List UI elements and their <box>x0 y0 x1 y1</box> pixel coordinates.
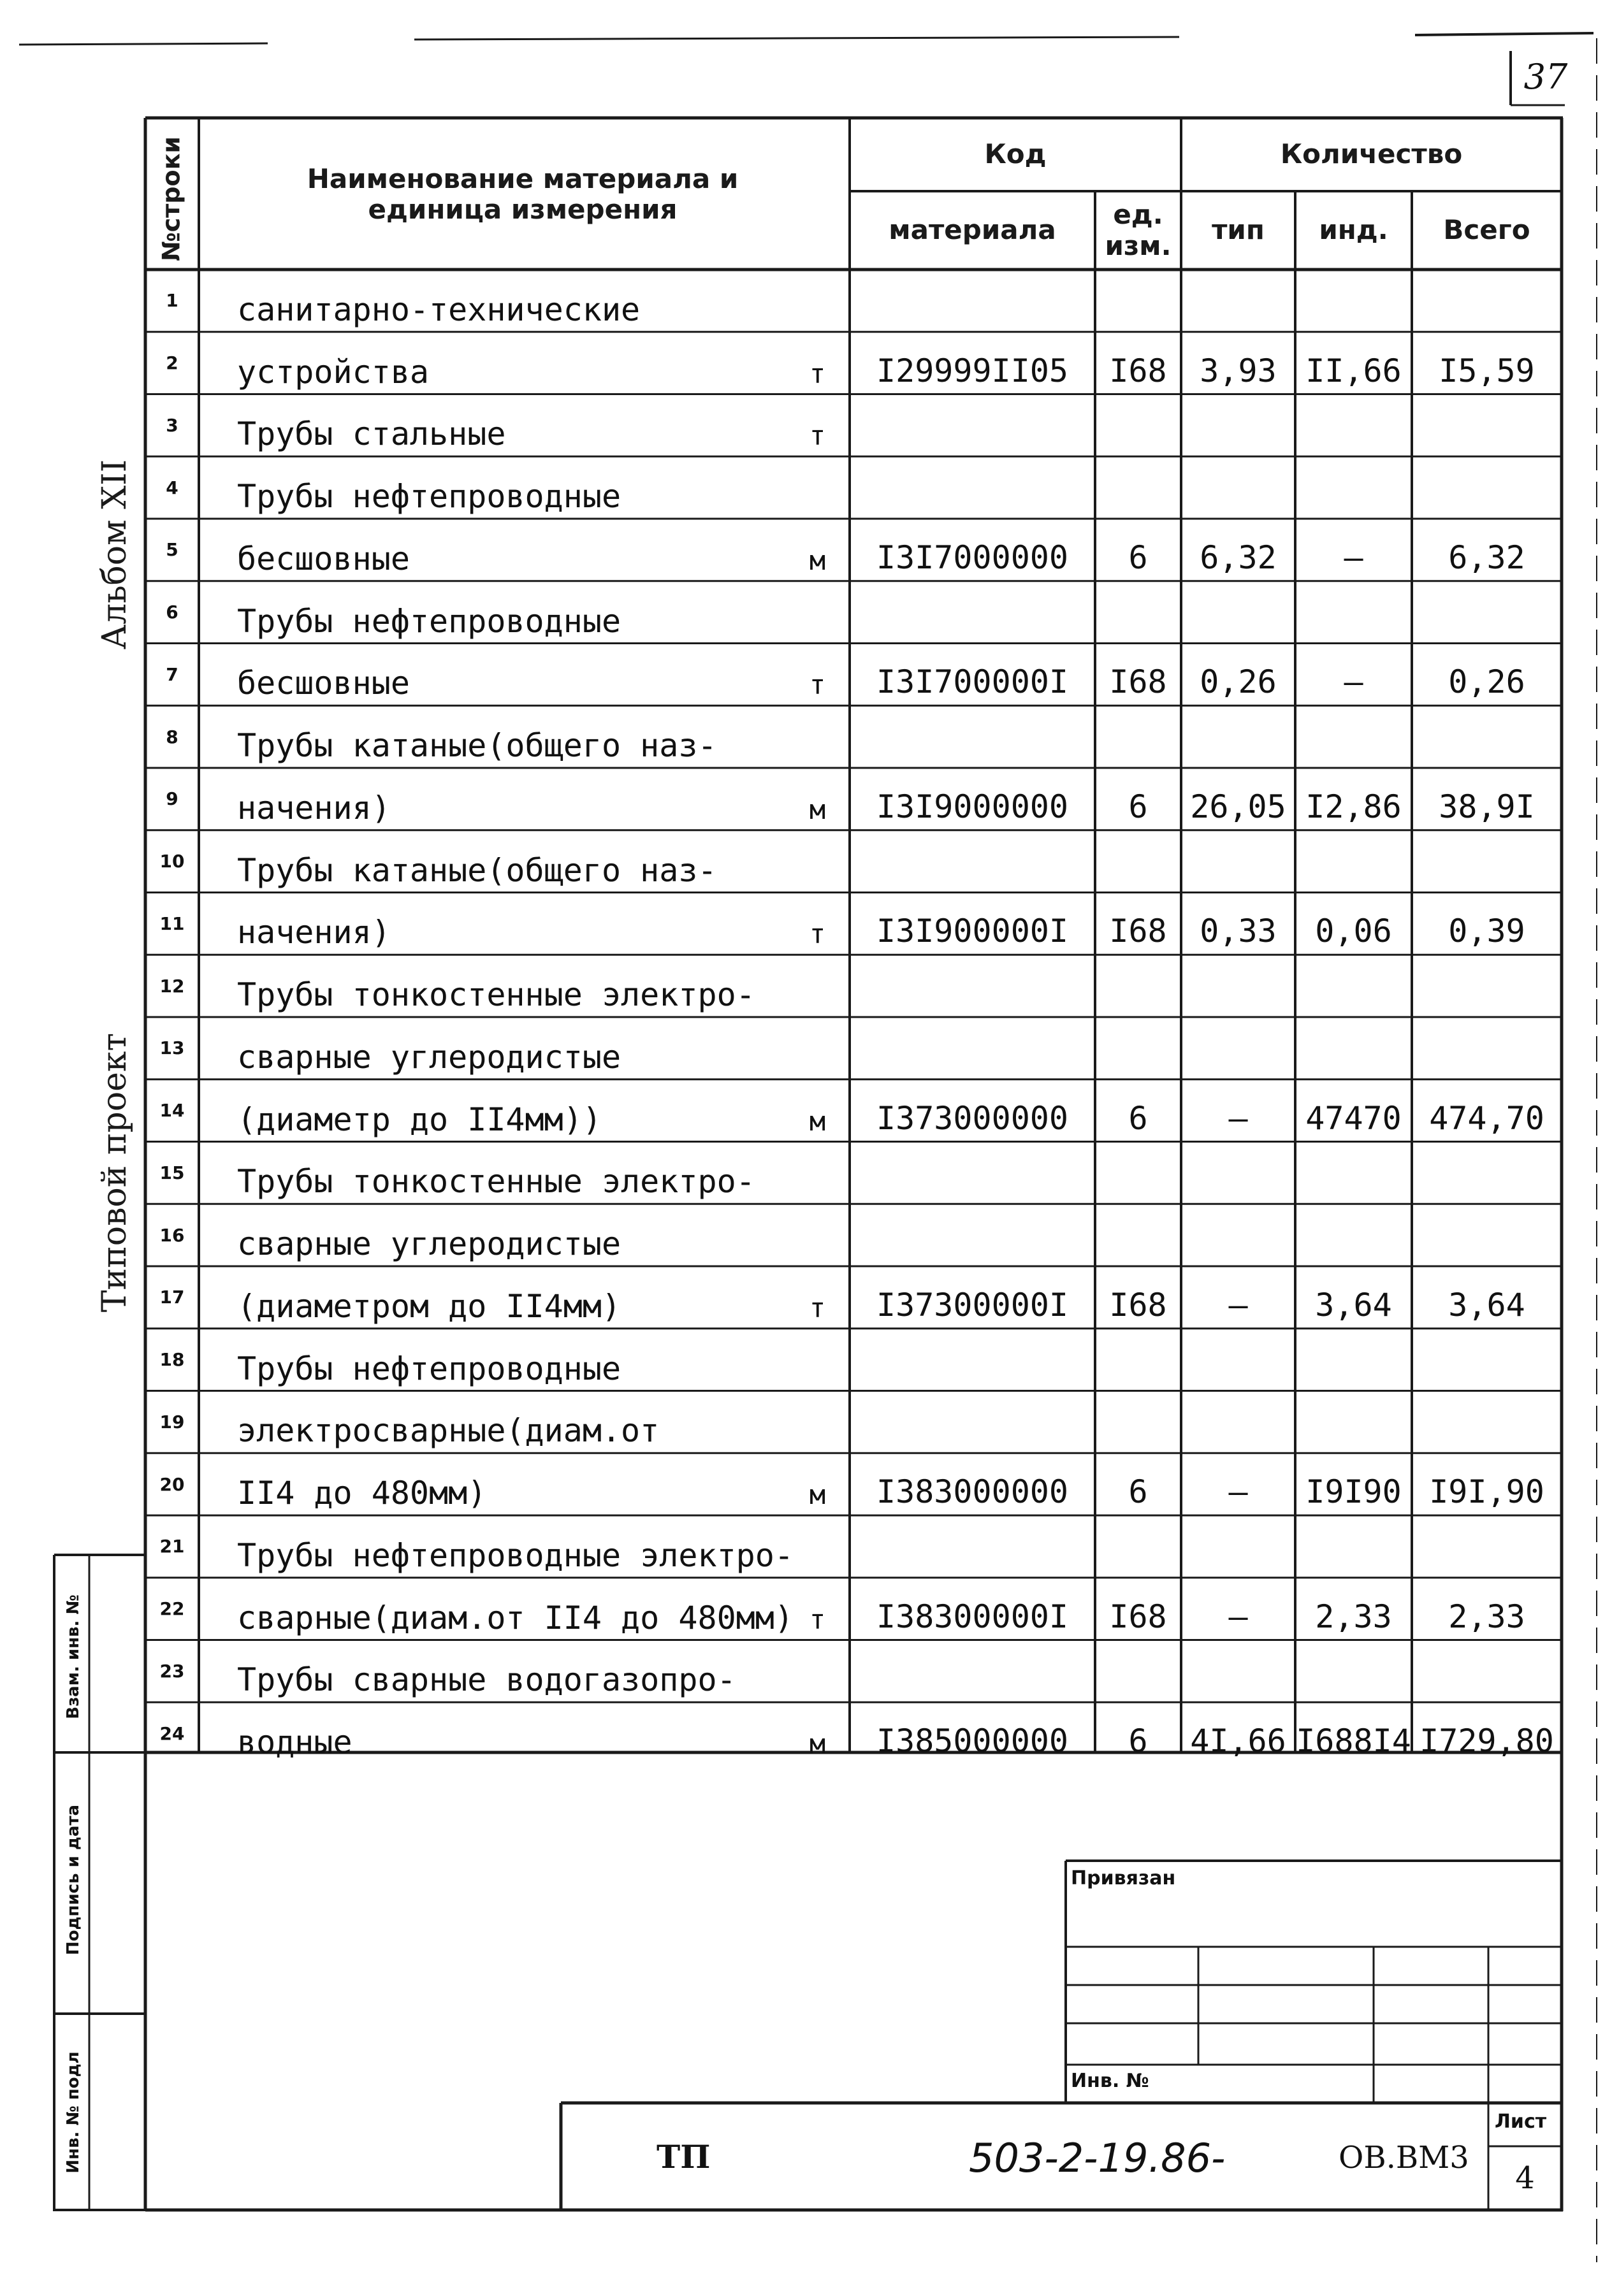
qty-typ <box>1181 705 1295 768</box>
material-code: I38300000I <box>876 1598 1069 1635</box>
qty-ind <box>1295 1391 1412 1454</box>
qty-total: 6,32 <box>1448 538 1525 576</box>
stamp-podpis: Подпись и дата <box>64 1804 83 1956</box>
qty-typ <box>1181 394 1295 457</box>
qty-total <box>1412 705 1562 768</box>
qty-total: 3,64 <box>1448 1286 1525 1324</box>
unit-code <box>1095 394 1181 457</box>
material-name: сварные углеродистые <box>237 1038 621 1076</box>
row-number: 2 <box>166 352 178 374</box>
unit-of-measure <box>785 705 850 768</box>
material-code <box>850 705 1095 768</box>
unit-of-measure <box>785 1017 850 1079</box>
material-code <box>850 1515 1095 1578</box>
tp-label: ТП <box>657 2138 711 2176</box>
row-number: 24 <box>159 1722 185 1744</box>
unit-of-measure <box>785 1640 850 1703</box>
material-name: водные <box>237 1724 352 1761</box>
qty-ind: – <box>1344 538 1363 576</box>
material-code <box>850 1640 1095 1703</box>
qty-ind <box>1295 394 1412 457</box>
unit-code <box>1095 456 1181 519</box>
unit-code: 6 <box>1128 788 1148 825</box>
material-code <box>850 955 1095 1017</box>
material-name: Трубы нефтепроводные <box>237 602 621 640</box>
header-code-material: материала <box>889 214 1056 246</box>
row-number: 3 <box>166 414 178 436</box>
qty-typ <box>1181 955 1295 1017</box>
header-q-ind: инд. <box>1319 214 1388 246</box>
material-code <box>850 456 1095 519</box>
unit-of-measure <box>785 1204 850 1266</box>
material-code <box>850 1142 1095 1204</box>
unit-code: 6 <box>1128 1722 1148 1759</box>
unit-of-measure <box>785 581 850 644</box>
material-code <box>850 394 1095 457</box>
unit-code <box>1095 1329 1181 1391</box>
unit-of-measure <box>785 830 850 893</box>
row-number: 8 <box>166 726 178 747</box>
qty-typ <box>1181 456 1295 519</box>
material-code: I3I9000000 <box>876 788 1069 825</box>
material-code <box>850 581 1095 644</box>
unit-of-measure: м <box>809 1479 826 1510</box>
header-row-no: №строки <box>157 136 185 261</box>
qty-total: I729,80 <box>1419 1722 1554 1759</box>
qty-typ <box>1181 1017 1295 1079</box>
doc-number: 503-2-19.86- <box>969 2135 1226 2181</box>
material-code: I383000000 <box>876 1473 1069 1510</box>
material-name: (диаметр до II4мм)) <box>237 1101 602 1138</box>
qty-ind <box>1295 1640 1412 1703</box>
project-label: Типовой проект <box>96 1032 134 1313</box>
qty-total <box>1412 1329 1562 1391</box>
qty-total <box>1412 270 1562 332</box>
qty-ind <box>1295 1204 1412 1266</box>
unit-code <box>1095 1204 1181 1266</box>
qty-ind: I688I4 <box>1296 1722 1411 1759</box>
unit-code <box>1095 955 1181 1017</box>
row-number: 12 <box>159 975 185 997</box>
doc-suffix: ОВ.ВМ3 <box>1339 2140 1469 2176</box>
qty-total <box>1412 1640 1562 1703</box>
header-q-total: Всего <box>1443 214 1530 246</box>
unit-of-measure: т <box>809 1603 826 1635</box>
qty-typ: 3,93 <box>1200 352 1277 389</box>
qty-ind <box>1295 1329 1412 1391</box>
material-code: I29999II05 <box>876 352 1069 389</box>
material-code: I385000000 <box>876 1722 1069 1759</box>
material-code <box>850 1391 1095 1454</box>
unit-code <box>1095 1515 1181 1578</box>
qty-ind <box>1295 955 1412 1017</box>
header-code: Код <box>984 138 1047 170</box>
unit-of-measure: т <box>809 357 826 389</box>
row-number: 16 <box>159 1224 185 1246</box>
unit-of-measure: т <box>809 918 826 950</box>
unit-code: I68 <box>1109 352 1167 389</box>
qty-typ <box>1181 270 1295 332</box>
unit-code: 6 <box>1128 1099 1148 1137</box>
stamp-vzam: Взам. инв. № <box>64 1594 83 1719</box>
qty-ind <box>1295 270 1412 332</box>
row-number: 14 <box>159 1100 185 1122</box>
row-number: 23 <box>159 1660 185 1682</box>
row-number: 10 <box>159 851 185 872</box>
header-quantity: Количество <box>1280 138 1463 170</box>
unit-code <box>1095 830 1181 893</box>
qty-typ: – <box>1228 1598 1248 1635</box>
qty-ind <box>1295 1142 1412 1204</box>
material-name: Трубы нефтепроводные <box>237 1350 621 1387</box>
material-code: I373000000 <box>876 1099 1069 1137</box>
row-number: 5 <box>166 539 178 561</box>
qty-ind: II,66 <box>1305 352 1402 389</box>
qty-total: 0,39 <box>1448 913 1525 950</box>
unit-of-measure <box>785 1515 850 1578</box>
qty-typ <box>1181 830 1295 893</box>
unit-code: I68 <box>1109 913 1167 950</box>
unit-code: I68 <box>1109 663 1167 701</box>
qty-total: I5,59 <box>1439 352 1535 389</box>
page-number: 37 <box>1523 56 1568 97</box>
unit-of-measure: м <box>809 544 826 576</box>
material-code <box>850 270 1095 332</box>
qty-total <box>1412 1515 1562 1578</box>
qty-total: 474,70 <box>1429 1099 1544 1137</box>
row-number: 4 <box>166 477 178 498</box>
unit-code <box>1095 1017 1181 1079</box>
material-name: начения) <box>237 789 391 827</box>
unit-code <box>1095 705 1181 768</box>
qty-total <box>1412 581 1562 644</box>
material-name: Трубы стальные <box>237 415 506 453</box>
unit-of-measure: м <box>809 1105 826 1137</box>
qty-ind <box>1295 1017 1412 1079</box>
unit-of-measure <box>785 1391 850 1454</box>
sheet-label: Лист <box>1495 2111 1547 2133</box>
material-code: I3I7000000 <box>876 538 1069 576</box>
material-name: (диаметром до II4мм) <box>237 1287 621 1325</box>
qty-ind <box>1295 581 1412 644</box>
qty-typ <box>1181 1204 1295 1266</box>
qty-typ <box>1181 1515 1295 1578</box>
material-name: II4 до 480мм) <box>237 1475 487 1512</box>
material-name: Трубы нефтепроводные <box>237 478 621 515</box>
unit-of-measure <box>785 270 850 332</box>
qty-typ: 26,05 <box>1190 788 1286 825</box>
row-number: 11 <box>159 913 185 934</box>
stamp-inv-podl: Инв. № подл <box>64 2051 83 2174</box>
unit-of-measure <box>785 456 850 519</box>
row-number: 18 <box>159 1349 185 1371</box>
row-number: 20 <box>159 1473 185 1495</box>
unit-code: 6 <box>1128 1473 1148 1510</box>
qty-typ: 6,32 <box>1200 538 1277 576</box>
qty-ind: – <box>1344 663 1363 701</box>
qty-ind <box>1295 456 1412 519</box>
qty-total <box>1412 955 1562 1017</box>
material-name: сварные углеродистые <box>237 1225 621 1262</box>
qty-typ: 0,26 <box>1200 663 1277 701</box>
row-number: 19 <box>159 1411 185 1433</box>
unit-of-measure: т <box>809 420 826 452</box>
material-name: Трубы тонкостенные электро- <box>237 976 755 1013</box>
qty-ind: 3,64 <box>1315 1286 1392 1324</box>
qty-total: 38,9I <box>1439 788 1535 825</box>
unit-code: I68 <box>1109 1598 1167 1635</box>
qty-total <box>1412 830 1562 893</box>
header-q-typ: тип <box>1212 214 1265 246</box>
qty-total: I9I,90 <box>1429 1473 1544 1510</box>
row-number: 22 <box>159 1598 185 1620</box>
row-number: 13 <box>159 1037 185 1059</box>
privyazan-label: Привязан <box>1071 1867 1176 1889</box>
unit-code <box>1095 1391 1181 1454</box>
qty-total <box>1412 1142 1562 1204</box>
unit-code: 6 <box>1128 538 1148 576</box>
unit-of-measure <box>785 1142 850 1204</box>
unit-of-measure: м <box>809 1728 826 1759</box>
row-number: 9 <box>166 788 178 810</box>
material-code: I37300000I <box>876 1286 1069 1324</box>
material-name: Трубы сварные водогазопро- <box>237 1661 736 1699</box>
unit-code: I68 <box>1109 1286 1167 1324</box>
album-label: Альбом XII <box>96 459 134 650</box>
qty-ind: 47470 <box>1305 1099 1402 1137</box>
material-name: устройства <box>237 353 430 391</box>
material-name: Трубы катаные(общего наз- <box>237 727 717 764</box>
qty-ind <box>1295 705 1412 768</box>
material-name: Трубы катаные(общего наз- <box>237 851 717 889</box>
material-code: I3I700000I <box>876 663 1069 701</box>
header-name: Наименование материала и единица измерения <box>307 162 739 225</box>
qty-total <box>1412 1204 1562 1266</box>
qty-typ <box>1181 1329 1295 1391</box>
qty-typ: 0,33 <box>1200 913 1277 950</box>
material-code <box>850 1017 1095 1079</box>
qty-ind <box>1295 830 1412 893</box>
unit-code <box>1095 581 1181 644</box>
header-code-unit: ед. изм. <box>1105 199 1172 261</box>
qty-typ <box>1181 581 1295 644</box>
qty-ind: 2,33 <box>1315 1598 1392 1635</box>
qty-ind <box>1295 1515 1412 1578</box>
material-name: санитарно-технические <box>237 291 641 328</box>
material-code <box>850 1204 1095 1266</box>
qty-typ <box>1181 1142 1295 1204</box>
material-name: Трубы тонкостенные электро- <box>237 1163 755 1201</box>
row-number: 7 <box>166 663 178 685</box>
unit-code <box>1095 1640 1181 1703</box>
unit-code <box>1095 1142 1181 1204</box>
qty-total <box>1412 394 1562 457</box>
row-number: 15 <box>159 1162 185 1183</box>
material-code: I3I900000I <box>876 913 1069 950</box>
unit-of-measure: м <box>809 793 826 825</box>
qty-ind: 0,06 <box>1315 913 1392 950</box>
unit-code <box>1095 270 1181 332</box>
sheet-number: 4 <box>1515 2160 1535 2196</box>
inv-no-label: Инв. № <box>1071 2070 1149 2092</box>
row-number: 21 <box>159 1536 185 1557</box>
material-name: бесшовные <box>237 540 410 577</box>
row-number: 17 <box>159 1287 185 1308</box>
material-name: сварные(диам.от II4 до 480мм) <box>237 1599 794 1636</box>
material-code <box>850 1329 1095 1391</box>
qty-typ: – <box>1228 1099 1248 1137</box>
qty-total: 2,33 <box>1448 1598 1525 1635</box>
material-name: электросварные(диам.от <box>237 1412 660 1450</box>
qty-ind: I2,86 <box>1305 788 1402 825</box>
material-code <box>850 830 1095 893</box>
qty-total: 0,26 <box>1448 663 1525 701</box>
unit-of-measure: т <box>809 669 826 701</box>
material-name: бесшовные <box>237 665 410 702</box>
qty-typ: – <box>1228 1286 1248 1324</box>
qty-typ: – <box>1228 1473 1248 1510</box>
row-number: 6 <box>166 602 178 623</box>
qty-total <box>1412 1391 1562 1454</box>
qty-typ <box>1181 1640 1295 1703</box>
unit-of-measure <box>785 955 850 1017</box>
unit-of-measure <box>785 1329 850 1391</box>
row-number: 1 <box>166 290 178 312</box>
material-name: начения) <box>237 914 391 951</box>
unit-of-measure: т <box>809 1292 826 1324</box>
qty-typ: 4I,66 <box>1190 1722 1286 1759</box>
qty-typ <box>1181 1391 1295 1454</box>
qty-ind: I9I90 <box>1305 1473 1402 1510</box>
material-name: Трубы нефтепроводные электро- <box>237 1536 794 1574</box>
qty-total <box>1412 1017 1562 1079</box>
qty-total <box>1412 456 1562 519</box>
